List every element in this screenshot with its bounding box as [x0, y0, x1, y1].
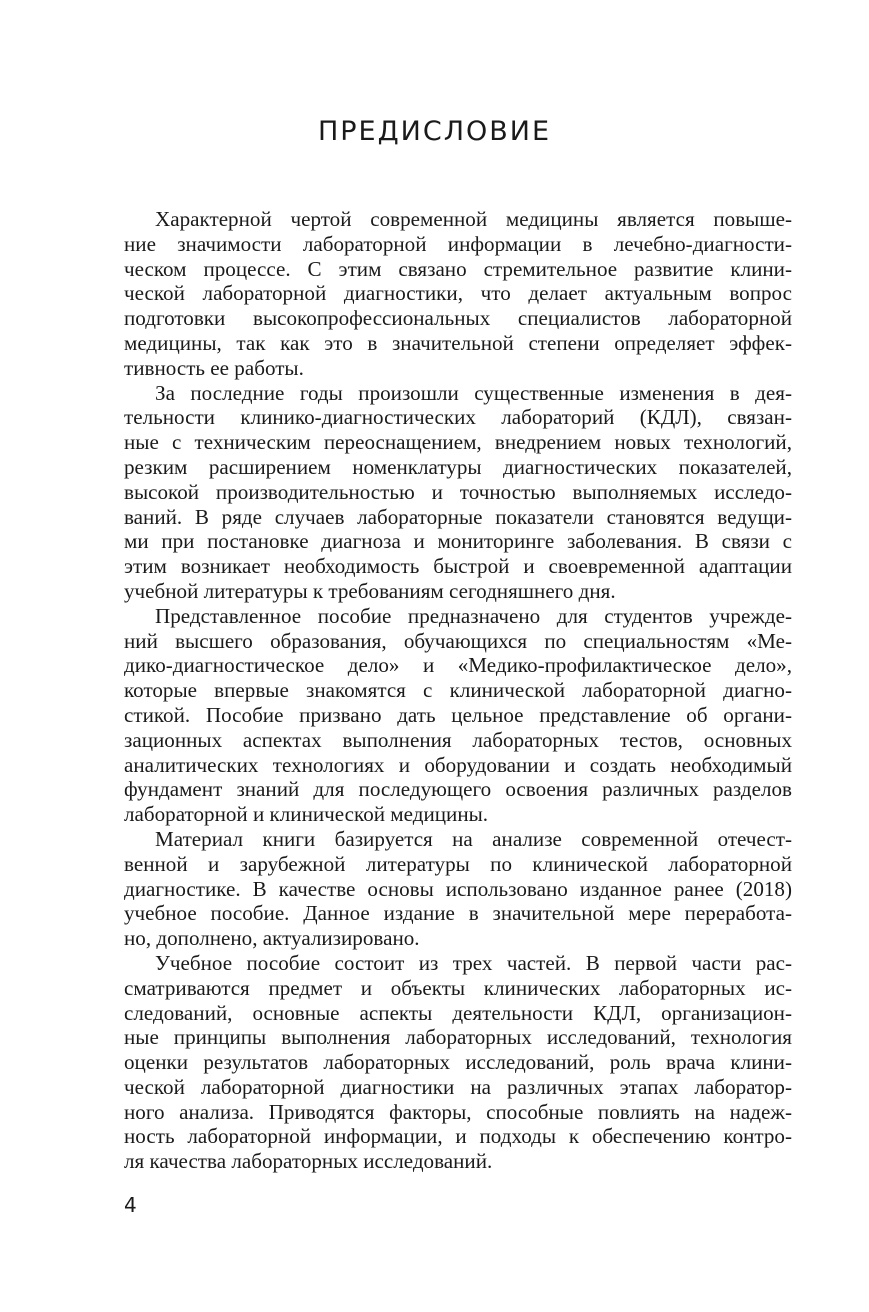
text-line: ние значимости лабораторной информации в лечебно-диагности-	[124, 231, 792, 256]
page-title: ПРЕДИСЛОВИЕ	[317, 116, 552, 147]
text-line: лабораторной и клинической медицины.	[124, 802, 489, 827]
page-number: 4	[124, 1193, 137, 1217]
text-line: ческой лабораторной диагностики, что делает актуальным вопрос	[124, 281, 792, 306]
text-line: Представленное пособие предназначено для студентов учрежде-	[155, 603, 792, 628]
text-line: дико-диагностическое дело» и «Медико-профилактическое дело»,	[124, 653, 792, 678]
text-line: ческом процессе. С этим связано стремительное развитие клини-	[124, 256, 792, 281]
text-line: медицины, так как это в значительной степени определяет эффек-	[124, 330, 792, 355]
text-line: диагностике. В качестве основы использовано изданное ранее (2018)	[124, 876, 792, 901]
text-line: ные принципы выполнения лабораторных исследований, технология	[124, 1025, 792, 1050]
text-line: ность лабораторной информации, и подходы к обеспечению контро-	[124, 1124, 792, 1149]
text-line: тивность ее работы.	[124, 355, 304, 380]
text-line: тельности клинико-диагностических лабораторий (КДЛ), связан-	[124, 405, 792, 430]
text-line: Учебное пособие состоит из трех частей. В первой части рас-	[155, 950, 792, 975]
text-line: стикой. Пособие призвано дать цельное представление об органи-	[124, 702, 792, 727]
text-line: фундамент знаний для последующего освоения различных разделов	[124, 777, 792, 802]
text-line: учебное пособие. Данное издание в значительной мере переработа-	[124, 901, 792, 926]
text-line: но, дополнено, актуализировано.	[124, 926, 420, 951]
text-line: зационных аспектах выполнения лабораторных тестов, основных	[124, 727, 792, 752]
text-line: Характерной чертой современной медицины является повыше-	[155, 207, 792, 231]
text-line: Материал книги базируется на анализе современной отечест-	[155, 826, 792, 851]
text-line: учебной литературы к требованиям сегодняшнего дня.	[124, 578, 616, 603]
text-line: ческой лабораторной диагностики на различных этапах лаборатор-	[124, 1074, 792, 1099]
preface-body	[124, 207, 792, 1174]
text-line: ного анализа. Приводятся факторы, способные повлиять на надеж-	[124, 1099, 792, 1124]
text-line: ваний. В ряде случаев лабораторные показатели становятся ведущи-	[124, 504, 792, 529]
text-line: оценки результатов лабораторных исследований, роль врача клини-	[124, 1050, 792, 1075]
text-line: подготовки высокопрофессиональных специалистов лабораторной	[124, 306, 792, 331]
text-line: сматриваются предмет и объекты клинических лабораторных ис-	[124, 975, 792, 1000]
text-line: ля качества лабораторных исследований.	[124, 1149, 493, 1174]
text-line: этим возникает необходимость быстрой и своевременной адаптации	[124, 554, 792, 579]
text-line: ний высшего образования, обучающихся по специальностям «Ме-	[124, 628, 792, 653]
text-line: следований, основные аспекты деятельности КДЛ, организацион-	[124, 1000, 792, 1025]
text-line: За последние годы произошли существенные изменения в дея-	[155, 380, 792, 405]
text-line: аналитических технологиях и оборудовании и создать необходимый	[124, 752, 792, 777]
text-line: ные с техническим переоснащением, внедрением новых технологий,	[124, 430, 792, 455]
text-line: высокой производительностью и точностью выполняемых исследо-	[124, 479, 792, 504]
text-line: ми при постановке диагноза и мониторинге заболевания. В связи с	[124, 529, 792, 554]
text-line: венной и зарубежной литературы по клинической лабораторной	[124, 851, 792, 876]
text-line: которые впервые знакомятся с клинической лабораторной диагно-	[124, 678, 792, 703]
text-line: резким расширением номенклатуры диагностических показателей,	[124, 454, 792, 479]
